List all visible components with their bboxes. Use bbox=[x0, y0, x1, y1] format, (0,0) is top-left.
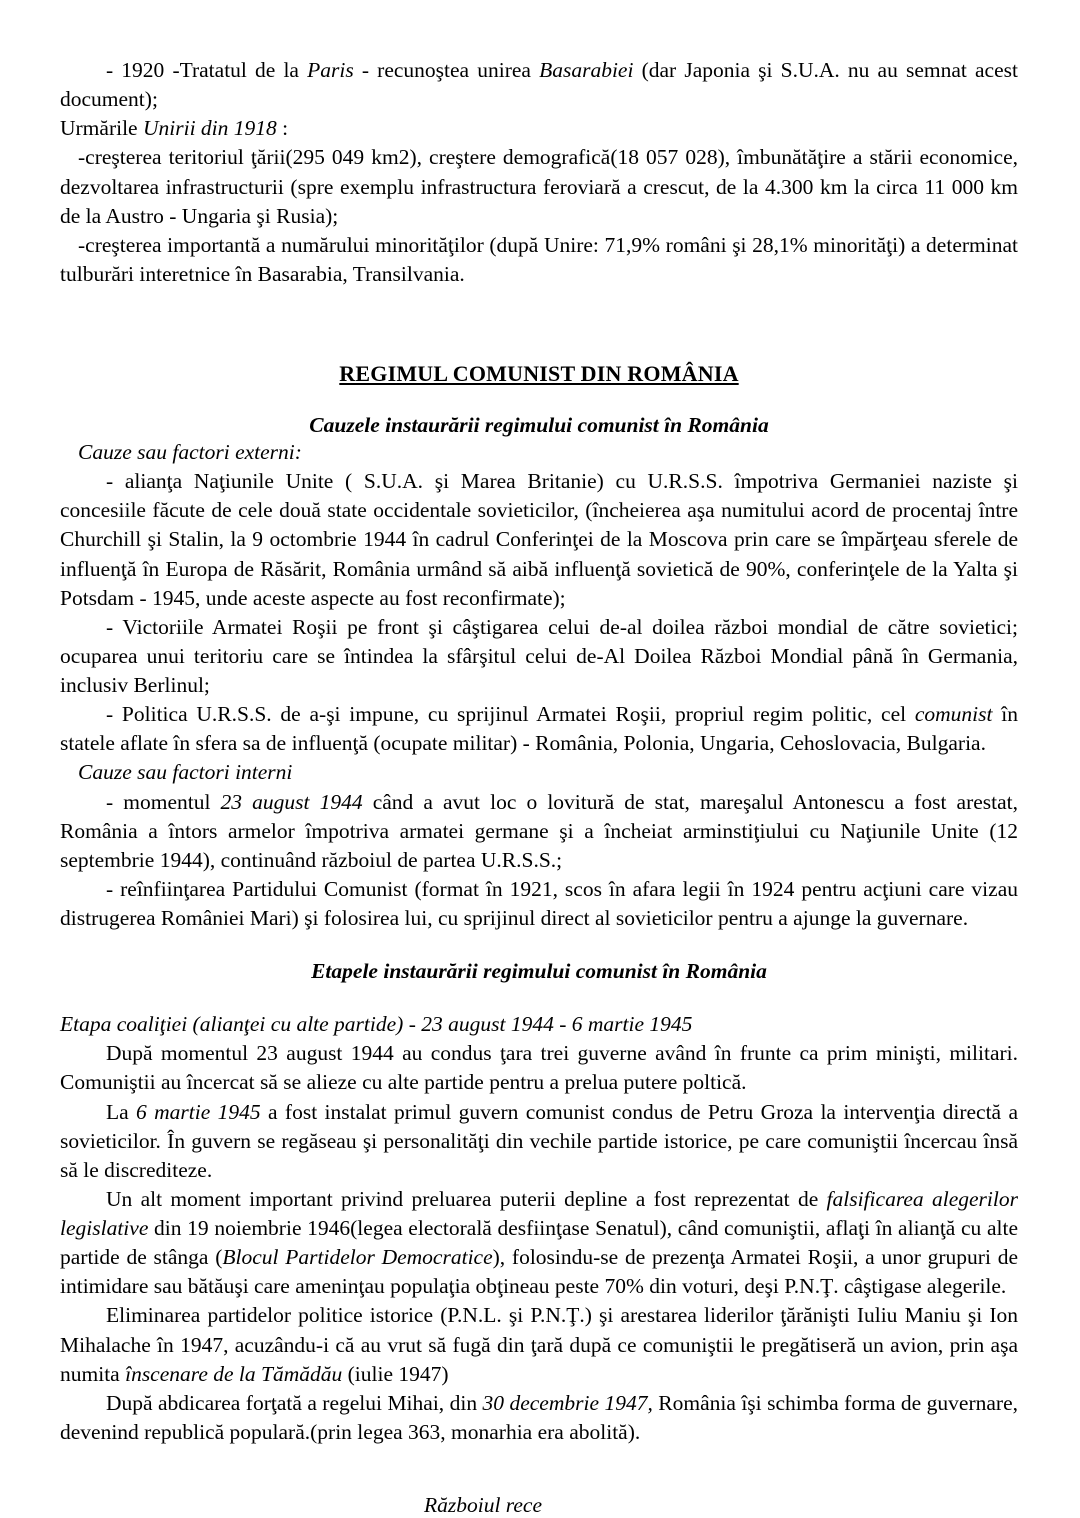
politica-emphasis-comma: , bbox=[660, 702, 667, 727]
la6martie-text-post: a fost instalat primul guvern comunist condus de Petru Groza la intervenţia directă a sovieticilor. În guvern se regăseau şi personalităţi din vechile partide istorice, pe care comuniştii încercau însă să le discrediteze. bbox=[60, 1099, 1018, 1182]
subheading-cauze-interni: Cauze sau factori interni bbox=[78, 760, 293, 785]
paragraph-la-6-martie-1945 bbox=[60, 1098, 1018, 1185]
page-title: REGIMUL COMUNIST DIN ROMÂNIA bbox=[339, 361, 739, 386]
la6martie-text-pre: La bbox=[106, 1099, 137, 1124]
moment23-text-pre: - momentul bbox=[106, 789, 221, 814]
spacer-before-main-title bbox=[60, 289, 1018, 361]
treaty-emphasis-basarabiei: Basarabiei bbox=[539, 58, 634, 82]
unalt-text-post: ), folosindu-se de prezenţa Armatei Roşii, a unor grupuri de intimidare sau bătăuşi care ameninţau populaţia obţineau peste 70% din voturi, deşi P.N.Ţ. câştigase alegerile. bbox=[60, 1245, 1018, 1299]
paragraph-eliminarea-partidelor bbox=[60, 1301, 1018, 1388]
paragraph-dupa-momentul: După momentul 23 august 1944 au condus ţara trei guverne având în frunte ca prim minişti, militari. Comuniştii au încercat să se alieze cu alte partide pentru a prelua putere poltică. bbox=[60, 1041, 1018, 1095]
paragraph-alianta-natiunile-unite: - alianţa Naţiunile Unite ( S.U.A. şi Marea Britanie) cu U.R.S.S. împotriva Germaniei naziste şi concesiile făcute de cele două state occidentale sovieticilor, (încheierea aşa numitului acord de procentaj între Churchill şi Stalin, la 9 octombrie 1944 în cadrul Conferinţei de la Moscova prin care se împărţeau sferele de influenţă în Europa de Răsărit, România urmând să aibă influenţă sovietică de 90%, conferinţele de la Yalta şi Potsdam - 1945, unde aceste aspecte au fost reconfirmate); bbox=[60, 469, 1018, 610]
paragraph-treaty-1920 bbox=[60, 56, 1018, 114]
paragraph-crestere-teritoriu: -creşterea teritoriul ţării(295 049 km2), creştere demografică(18 057 028), îmbunătăţire a stării economice, dezvoltarea infrastructurii (spre exemplu infrastructura feroviară a crescut, de la 4.300 km la circa 11 000 km de la Austro - Ungaria şi Rusia); bbox=[60, 145, 1018, 228]
treaty-emphasis-paris: Paris bbox=[307, 58, 354, 82]
footer-note-razboiul-rece: Războiul rece bbox=[423, 1493, 543, 1517]
paragraph-dupa-abdicarea bbox=[60, 1389, 1018, 1447]
unalt-text-mid: din 19 noiembrie 1946(legea electorală desfiinţase Senatul), când comuniştii, aflaţi în alianţă cu alte partide de stânga ( bbox=[60, 1216, 1018, 1270]
spacer-before-footer-note bbox=[60, 1447, 1018, 1493]
paragraph-urmarile-heading bbox=[60, 114, 1018, 143]
urmarile-text-post: : bbox=[276, 116, 289, 141]
politica-text-mid: propriul regim politic, cel bbox=[666, 702, 915, 727]
abdicarea-emphasis-date: 30 decembrie 1947, bbox=[482, 1390, 653, 1415]
treaty-text-pre: - 1920 -Tratatul de la bbox=[106, 58, 308, 82]
unalt-text-pre: Un alt moment important privind preluarea puterii depline a fost reprezentat de bbox=[106, 1186, 827, 1211]
paragraph-crestere-minoritati: -creşterea importantă a numărului minorităţilor (după Unire: 71,9% români şi 28,1% minorităţi) a determinat tulburări interetnice în Basarabia, Transilvania. bbox=[60, 232, 1018, 286]
politica-text-pre: - Politica U.R.S.S. de a-şi impune, cu sprijinul Armatei Roşii bbox=[106, 702, 661, 727]
la6martie-emphasis-date: 6 martie 1945 bbox=[136, 1099, 261, 1124]
politica-text-post: în statele aflate în sfera sa de influenţă (ocupate militar) - România, Polonia, Ungaria, Cehoslovacia, Bulgaria. bbox=[60, 702, 1018, 756]
spacer-after-main-title bbox=[60, 387, 1018, 413]
urmarile-emphasis-unirii: Unirii din 1918 bbox=[142, 116, 277, 141]
abdicarea-text-pre: După abdicarea forţată a regelui Mihai, din bbox=[106, 1390, 483, 1415]
unalt-emphasis-blocul: Blocul Partidelor Democratice bbox=[222, 1245, 493, 1270]
urmarile-text-pre: Urmările bbox=[60, 116, 143, 141]
subheading-cauze-externi: Cauze sau factori externi: bbox=[78, 440, 302, 464]
paragraph-victoriile-armatei-rosii: - Victoriile Armatei Roşii pe front şi câştigarea celui de-al doilea război mondial de către sovietici; ocuparea unui teritoriu care se întindea la sfârşitul celui de-Al Doilea Război Mondial până în Germania, inclusiv Berlinul; bbox=[60, 614, 1018, 697]
eliminarea-text-pre: Eliminarea partidelor politice istorice (P.N.L. şi P.N.Ţ.) şi arestarea liderilor ţărănişti Iuliu Maniu şi Ion Mihalache în 1947, acuzându-i că au vrut să fugă din ţară după ce comuniştii le pregătiseră un avion, prin aşa numita bbox=[60, 1303, 1018, 1386]
spacer-after-etapele-title bbox=[60, 984, 1018, 1010]
politica-emphasis-comunist: comunist bbox=[914, 702, 993, 727]
abdicarea-text-post: România îşi schimba forma de guvernare, devenind republică populară.(prin legea 363, monarhia era abolită). bbox=[60, 1390, 1018, 1444]
spacer-before-etapele-title bbox=[60, 933, 1018, 959]
eliminarea-text-post: (iulie 1947) bbox=[342, 1361, 449, 1386]
paragraph-reinfiintarea-partidului: - reînfiinţarea Partidului Comunist (format în 1921, scos în afara legii în 1924 pentru acţiuni care vizau distrugerea României Mari) şi folosirea lui, cu sprijinul direct al sovieticilor pentru a ajunge la guvernare. bbox=[60, 876, 1018, 930]
section-title-etapele: Etapele instaurării regimului comunist în România bbox=[311, 959, 767, 984]
subheading-etapa-coalitiei: Etapa coaliţiei (alianţei cu alte partide) - 23 august 1944 - 6 martie 1945 bbox=[60, 1012, 693, 1037]
moment23-emphasis-date: 23 august 1944 bbox=[220, 789, 363, 814]
treaty-text-post: (dar Japonia şi S.U.A. nu au semnat acest document); bbox=[60, 58, 1018, 112]
eliminarea-emphasis-inscenare: înscenare de la Tămădău bbox=[125, 1361, 343, 1386]
moment23-text-post: când a avut loc o lovitură de stat, mareşalul Antonescu a fost arestat, România a întors armelor împotriva armatei germane şi a încheiat arminstiţiului cu Naţiunile Unite (12 septembrie 1944), continuând războiul de partea U.R.S.S.; bbox=[60, 789, 1019, 872]
section-title-cauze: Cauzele instaurării regimului comunist în România bbox=[309, 413, 769, 437]
treaty-text-mid: - recunoştea unirea bbox=[353, 58, 540, 82]
paragraph-un-alt-moment bbox=[60, 1185, 1018, 1302]
document-body bbox=[60, 56, 1018, 1518]
paragraph-momentul-23-august bbox=[60, 788, 1018, 875]
unalt-emphasis-falsificarea: falsificarea alegerilor legislative bbox=[60, 1186, 1018, 1240]
paragraph-politica-urss bbox=[60, 700, 1018, 758]
